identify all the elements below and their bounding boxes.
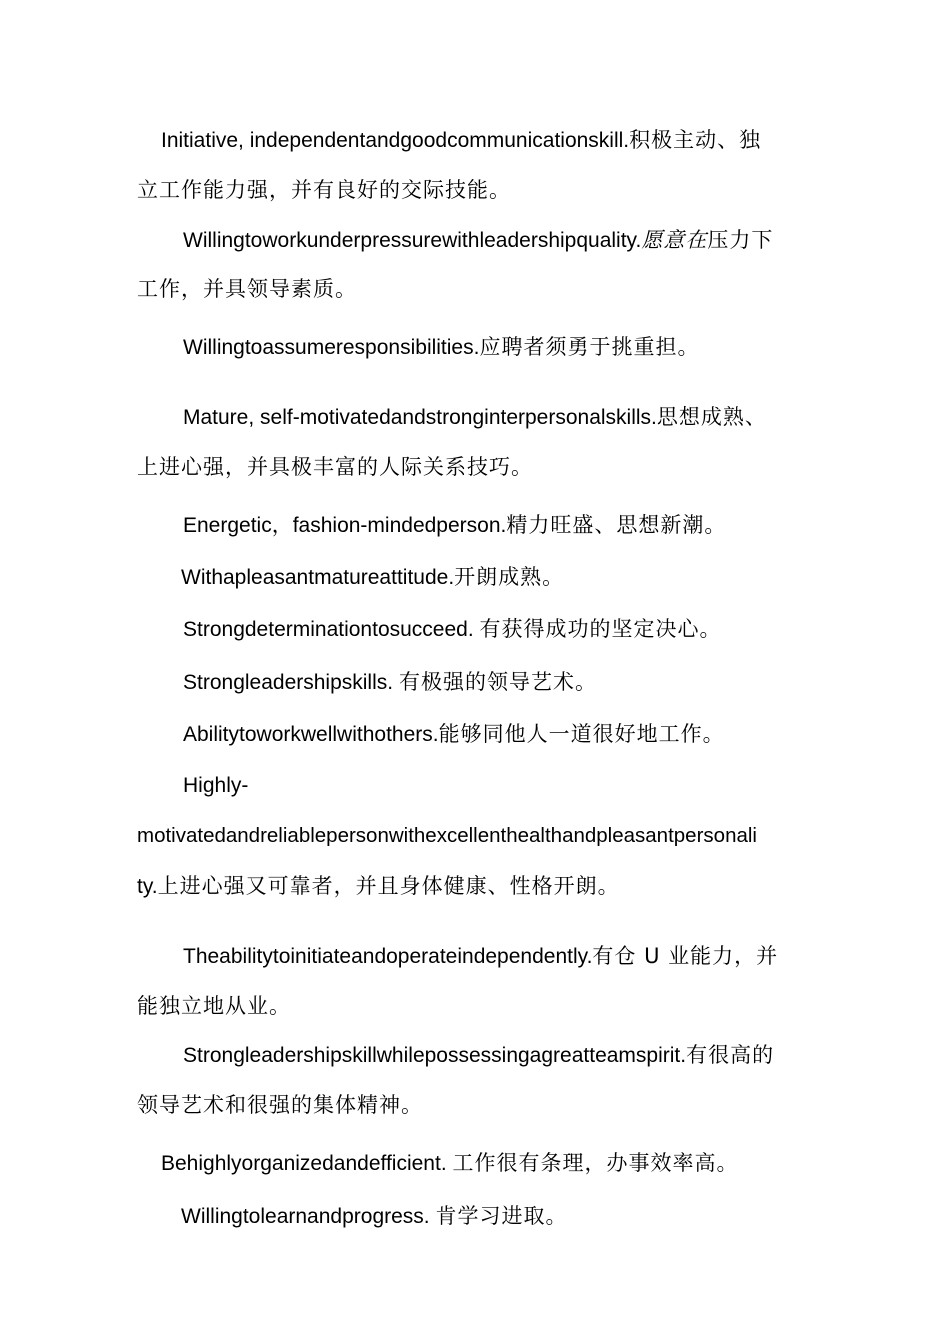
entry-1-line-1 xyxy=(161,127,761,154)
entry-12-line-1 xyxy=(183,1042,774,1069)
entry-3-line-1 xyxy=(183,334,699,361)
entry-14-chinese: 肯学习进取。 xyxy=(435,1204,568,1228)
entry-11-line-2: 能独立地从业。 xyxy=(137,994,291,1018)
entry-2-chinese-italic: 愿意在 xyxy=(641,228,708,252)
entry-8-line-1 xyxy=(183,669,597,696)
entry-7-chinese: 有获得成功的坚定决心。 xyxy=(479,617,722,641)
entry-5-chinese: 精力旺盛、思想新潮。 xyxy=(506,513,727,537)
entry-5-line-1 xyxy=(183,512,726,539)
entry-12-english: Strongleadershipskillwhilepossessingagreatteamspirit. xyxy=(183,1044,687,1067)
entry-4-english: Mature, self-motivatedandstronginterpersonalskills. xyxy=(183,406,657,429)
entry-2-chinese: 压力下 xyxy=(707,228,774,252)
entry-8-chinese: 有极强的领导艺术。 xyxy=(398,670,597,694)
entry-2-line-2: 工作，并具领导素质。 xyxy=(137,277,357,301)
entry-3-english: Willingtoassumeresponsibilities. xyxy=(183,336,480,359)
entry-6-line-1 xyxy=(181,564,564,591)
entry-13-line-1 xyxy=(161,1150,739,1177)
entry-11-chinese: 有仓 U 业能力，并 xyxy=(592,944,779,968)
entry-9-english: Abilitytoworkwellwithothers. xyxy=(183,723,439,746)
entry-6-chinese: 开朗成熟。 xyxy=(454,565,565,589)
entry-10-line-3 xyxy=(137,873,620,900)
entry-14-english: Willingtolearnandprogress. xyxy=(181,1205,430,1228)
entry-5-english: Energetic，fashion-mindedperson. xyxy=(183,514,507,537)
entry-10-english-end: ty. xyxy=(137,875,158,898)
entry-8-english: Strongleadershipskills. xyxy=(183,671,394,694)
entry-11-line-1 xyxy=(183,943,778,970)
entry-2-line-1 xyxy=(183,227,773,254)
entry-10-line-1: Highly- xyxy=(183,774,249,797)
entry-13-english: Behighlyorganizedandefficient. xyxy=(161,1152,447,1175)
entry-4-line-1 xyxy=(183,404,767,431)
entry-10-line-2: motivatedandreliablepersonwithexcellenthealthandpleasantpersonali xyxy=(137,824,757,847)
entry-2-english: Willingtoworkunderpressurewithleadershipquality. xyxy=(183,229,642,252)
entry-9-line-1 xyxy=(183,721,725,748)
entry-13-chinese: 工作很有条理，办事效率高。 xyxy=(452,1151,739,1175)
entry-1-line-2: 立工作能力强，并有良好的交际技能。 xyxy=(137,178,511,202)
entry-3-chinese: 应聘者须勇于挑重担。 xyxy=(479,335,700,359)
entry-12-line-2: 领导艺术和很强的集体精神。 xyxy=(137,1093,423,1117)
entry-7-english: Strongdeterminationtosucceed. xyxy=(183,618,474,641)
entry-12-chinese: 有很高的 xyxy=(686,1043,775,1067)
entry-6-english: Withapleasantmatureattitude. xyxy=(181,566,455,589)
entry-10-chinese: 上进心强又可靠者，并且身体健康、性格开朗。 xyxy=(157,874,620,898)
entry-9-chinese: 能够同他人一道很好地工作。 xyxy=(438,722,725,746)
entry-4-line-2: 上进心强，并具极丰富的人际关系技巧。 xyxy=(137,455,533,479)
entry-7-line-1 xyxy=(183,616,722,643)
entry-1-english: Initiative, independentandgoodcommunicationskill. xyxy=(161,129,630,152)
entry-4-chinese: 思想成熟、 xyxy=(656,405,767,429)
entry-11-english: Theabilitytoinitiateandoperateindependently. xyxy=(183,945,593,968)
entry-1-chinese: 积极主动、独 xyxy=(629,128,762,152)
entry-14-line-1 xyxy=(181,1203,567,1230)
